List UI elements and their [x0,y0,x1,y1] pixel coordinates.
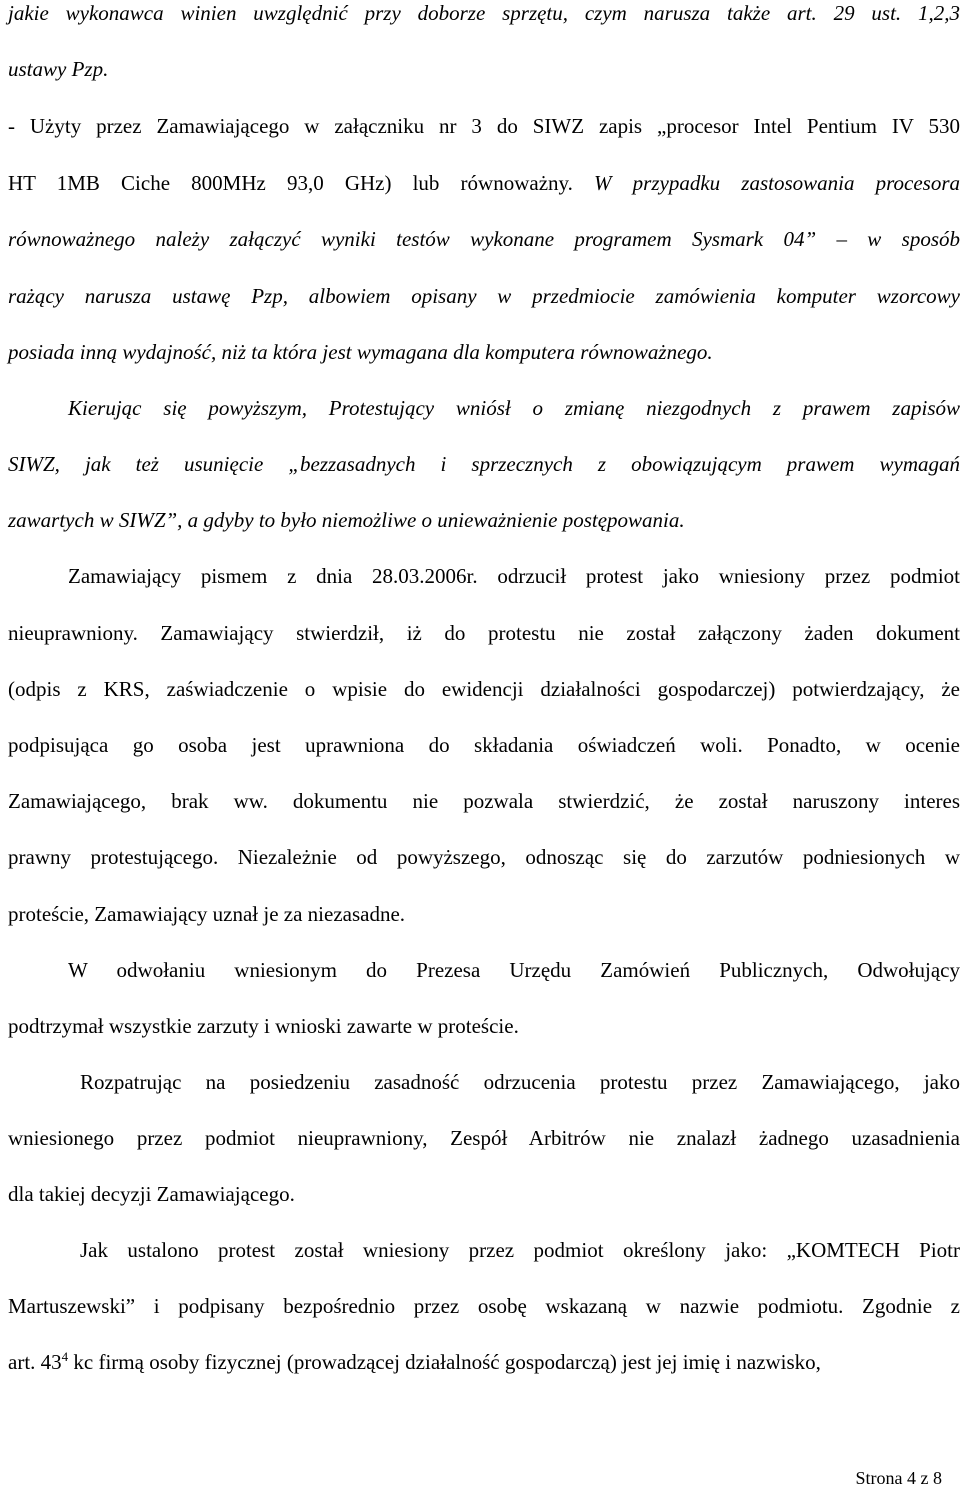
text-line: - Użyty przez Zamawiającego w załączniku nr 3 do SIWZ zapis „procesor Intel Pentium IV 530 [8,114,960,138]
text-line [8,1349,952,1375]
text-segment-italic: W przypadku zastosowania procesora [572,171,960,195]
text-line: prawny protestującego. Niezależnie od powyższego, odnosząc się do zarzutów podniesionych w [8,845,960,869]
text-line: Jak ustalono protest został wniesiony przez podmiot określony jako: „KOMTECH Piotr [80,1238,960,1262]
text-line: SIWZ, jak też usunięcie „bezzasadnych i sprzecznych z obowiązującym prawem wymagań [8,452,960,476]
superscript: 4 [61,1349,69,1364]
text-segment: HT 1MB Ciche 800MHz 93,0 GHz) lub równoważny. [8,171,573,195]
text-line: nieuprawniony. Zamawiający stwierdził, iż do protestu nie został załączony żaden dokument [8,621,960,645]
text-line: Zamawiający pismem z dnia 28.03.2006r. odrzucił protest jako wniesiony przez podmiot [68,564,960,588]
text-line: Rozpatrując na posiedzeniu zasadność odrzucenia protestu przez Zamawiającego, jako [80,1070,960,1094]
text-line: wniesionego przez podmiot nieuprawniony, Zespół Arbitrów nie znalazł żadnego uzasadnienia [8,1126,960,1150]
text-line: zawartych w SIWZ”, a gdyby to było niemożliwe o unieważnienie postępowania. [8,508,685,532]
text-line [8,170,960,196]
text-line: Kierując się powyższym, Protestujący wniósł o zmianę niezgodnych z prawem zapisów [68,396,960,420]
text-line: posiada inną wydajność, niż ta która jest wymagana dla komputera równoważnego. [8,340,713,364]
text-line: ustawy Pzp. [8,57,109,81]
text-segment: art. 43 [8,1350,62,1374]
text-line: podtrzymał wszystkie zarzuty i wnioski zawarte w proteście. [8,1014,519,1038]
text-line: jakie wykonawca winien uwzględnić przy doborze sprzętu, czym narusza także art. 29 ust. 1,2,3 [8,1,960,25]
text-line: Zamawiającego, brak ww. dokumentu nie pozwala stwierdzić, że został naruszony interes [8,789,960,813]
page-number: Strona 4 z 8 [855,1468,942,1488]
text-line: Martuszewski” i podpisany bezpośrednio przez osobę wskazaną w nazwie podmiotu. Zgodnie z [8,1294,960,1318]
text-line: proteście, Zamawiający uznał je za niezasadne. [8,902,406,926]
text-line: podpisująca go osoba jest uprawniona do składania oświadczeń woli. Ponadto, w ocenie [8,733,960,757]
text-line: rażący narusza ustawę Pzp, albowiem opisany w przedmiocie zamówienia komputer wzorcowy [8,284,960,308]
text-line: W odwołaniu wniesionym do Prezesa Urzędu Zamówień Publicznych, Odwołujący [68,958,960,982]
text-segment: kc firmą osoby fizycznej (prowadzącej działalność gospodarczą) jest jej imię i nazwisko, [68,1350,821,1374]
text-line: dla takiej decyzji Zamawiającego. [8,1182,295,1206]
text-line: równoważnego należy załączyć wyniki testów wykonane programem Sysmark 04” – w sposób [8,227,960,251]
text-line: (odpis z KRS, zaświadczenie o wpisie do ewidencji działalności gospodarczej) potwierdzający, że [8,677,960,701]
